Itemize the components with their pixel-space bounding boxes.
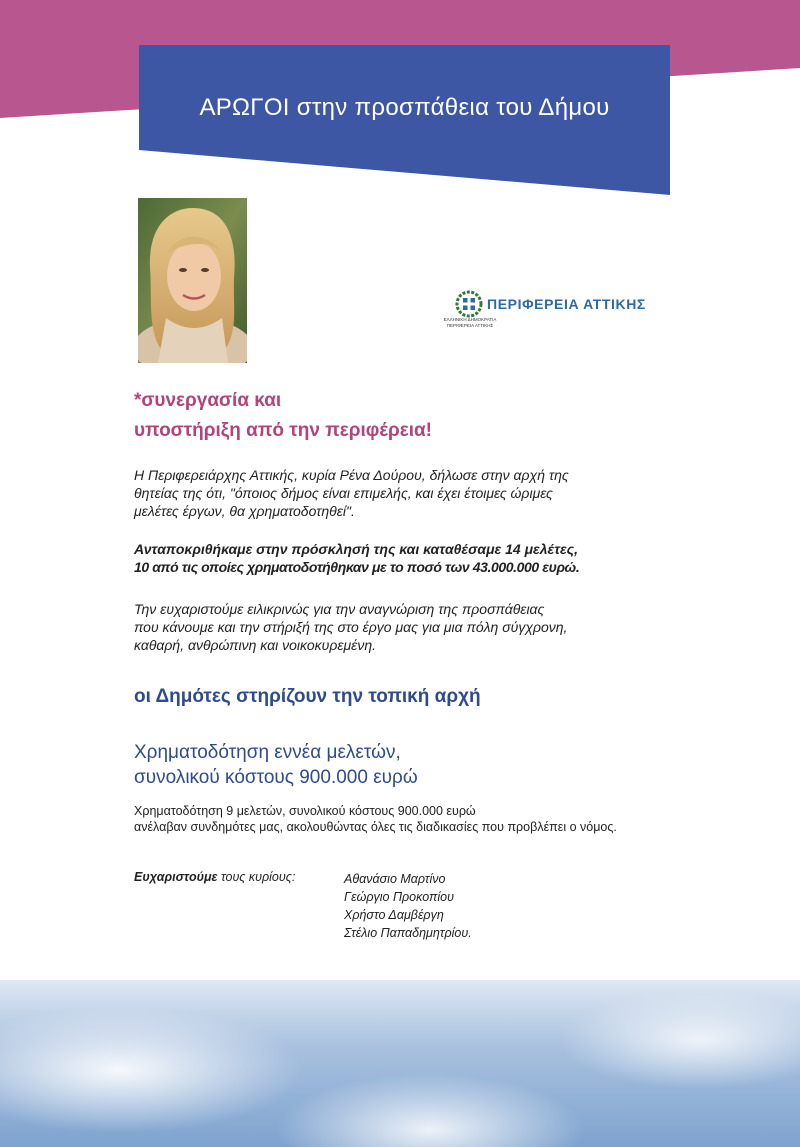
names-list bbox=[344, 870, 472, 942]
logo-subtitle-2: ΠΕΡΙΦΕΡΕΙΑ ΑΤΤΙΚΗΣ bbox=[446, 323, 494, 328]
paragraph-line: θητείας της ότι, "όποιος δήμος είναι επιμελής, και έχει έτοιμες ώριμες bbox=[134, 485, 553, 501]
funding-subheading-line-1: Χρηματοδότηση εννέα μελετών, bbox=[134, 742, 401, 763]
list-item: Στέλιο Παπαδημητρίου. bbox=[344, 926, 472, 940]
page-title: ΑΡΩΓΟΙ στην προσπάθεια του Δήμου bbox=[199, 93, 610, 121]
cooperation-heading-line-2: υποστήριξη από την περιφέρεια! bbox=[134, 420, 433, 441]
paragraph-line: μελέτες έργων, θα χρηματοδοτηθεί". bbox=[134, 503, 355, 519]
thanks-label bbox=[134, 870, 295, 884]
funding-text-line-2: ανέλαβαν συνδημότες μας, ακολουθώντας όλες τις διαδικασίες που προβλέπει ο νόμος. bbox=[134, 820, 617, 834]
citizens-heading: οι Δημότες στηρίζουν την τοπική αρχή bbox=[134, 686, 481, 707]
list-item: Γεώργιο Προκοπίου bbox=[344, 890, 454, 904]
paragraph-line: καθαρή, ανθρώπινη και νοικοκυρεμένη. bbox=[134, 637, 376, 653]
logo-title: ΠΕΡΙΦΕΡΕΙΑ ΑΤΤΙΚΗΣ bbox=[487, 296, 646, 312]
thanks-bold: Ευχαριστούμε bbox=[134, 870, 218, 884]
greek-emblem-icon bbox=[454, 290, 484, 318]
portrait-photo bbox=[138, 198, 247, 363]
funding-text-line-1: Χρηματοδότηση 9 μελετών, συνολικού κόστους 900.000 ευρώ bbox=[134, 804, 476, 818]
paragraph-line: Την ευχαριστούμε ειλικρινώς για την αναγνώριση της προσπάθειας bbox=[134, 601, 545, 617]
funding-subheading bbox=[134, 740, 418, 790]
cooperation-heading-line-1: *συνεργασία και bbox=[134, 390, 282, 411]
paragraph-line: που κάνουμε και την στήριξή της στο έργο μας για μια πόλη σύγχρονη, bbox=[134, 619, 568, 635]
region-attica-logo bbox=[440, 288, 680, 338]
logo-subtitle-1: ΕΛΛΗΝΙΚΗ ΔΗΜΟΚΡΑΤΙΑ bbox=[443, 317, 497, 322]
sky-clouds-image bbox=[0, 980, 800, 1147]
paragraph-line: Ανταποκριθήκαμε στην πρόσκλησή της και καταθέσαμε 14 μελέτες, bbox=[134, 541, 578, 557]
paragraph-line: 10 από τις οποίες χρηματοδοτήθηκαν με το ποσό των 43.000.000 ευρώ. bbox=[134, 559, 580, 575]
list-item: Αθανάσιο Μαρτίνο bbox=[344, 872, 446, 886]
thanks-rest: τους κυρίους: bbox=[217, 870, 296, 884]
paragraph-statement bbox=[134, 466, 679, 520]
paragraph-thanks bbox=[134, 600, 679, 654]
funding-text bbox=[134, 803, 617, 835]
cooperation-heading bbox=[134, 386, 432, 446]
paragraph-response bbox=[134, 540, 679, 576]
paragraph-line: Η Περιφερειάρχης Αττικής, κυρία Ρένα Δούρου, δήλωσε στην αρχή της bbox=[134, 467, 569, 483]
funding-subheading-line-2: συνολικού κόστους 900.000 ευρώ bbox=[134, 767, 418, 788]
list-item: Χρήστο Δαμβέργη bbox=[344, 908, 444, 922]
